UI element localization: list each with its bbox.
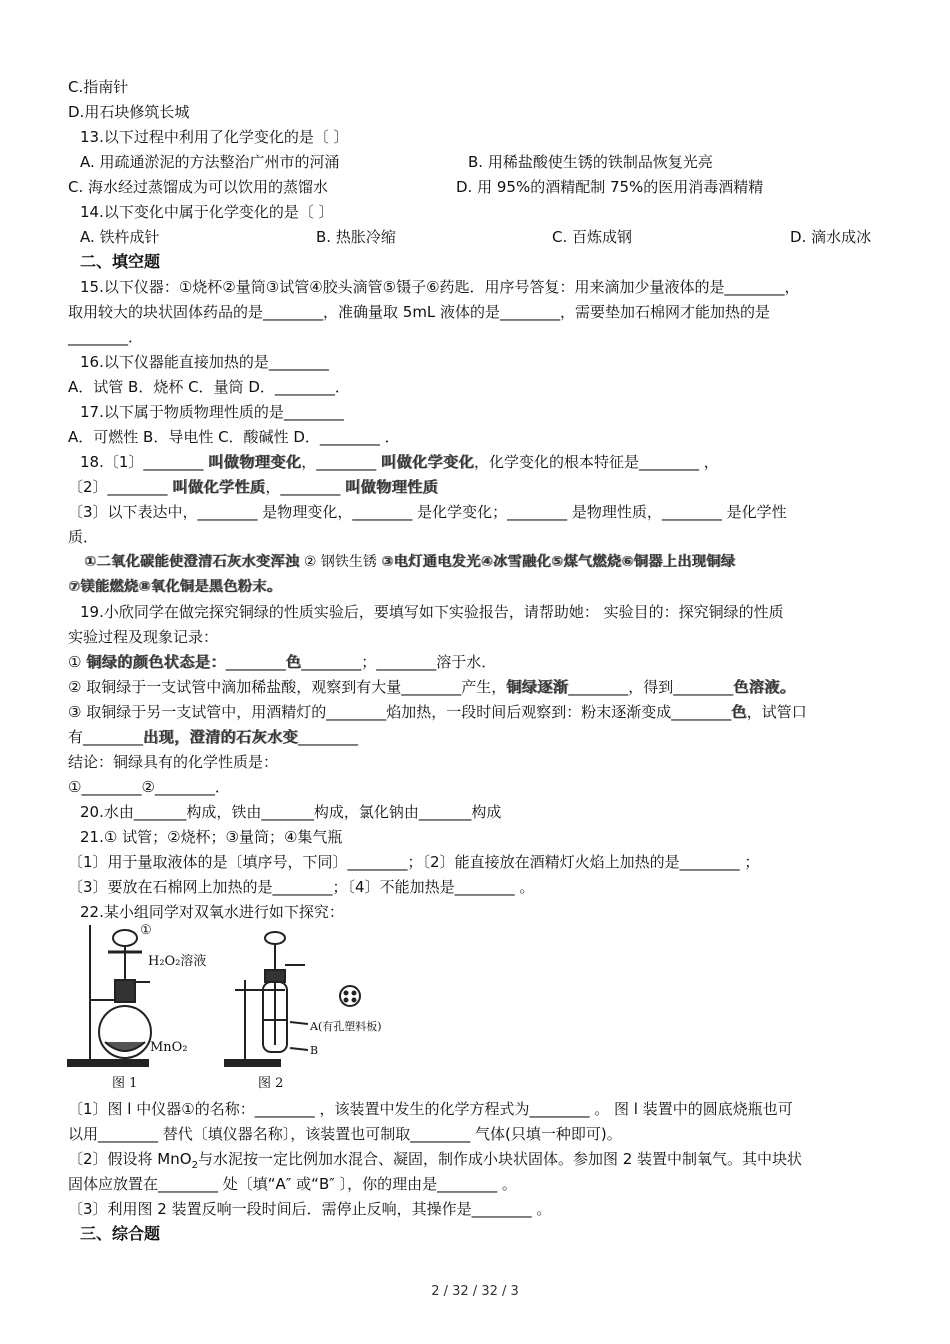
q14-option-c: C. 百炼成钢 <box>552 228 633 246</box>
q18-2-prefix: 〔2〕________ <box>68 478 168 496</box>
q19-step3-f: ________ <box>298 728 359 746</box>
q14-option-d: D. 滴水成冰 <box>790 228 872 246</box>
q18-2-physical-property: 叫做物理性质 <box>345 478 439 496</box>
q18-1-physical-change: 叫做物理变化 <box>208 453 302 471</box>
question-18-statements <box>84 551 735 573</box>
question-18-part1 <box>80 451 719 473</box>
fig1-stopper <box>115 980 135 1002</box>
q18-2-chemical-property: 叫做化学性质 <box>172 478 266 496</box>
fig2-funnel <box>265 932 285 944</box>
question-16: 16.以下仪器能直接加热的是________ <box>80 353 329 371</box>
q19-step1-color: 色 <box>285 653 302 671</box>
question-19-step2 <box>68 676 795 698</box>
q14-option-a: A. 铁杵成针 <box>80 228 160 246</box>
question-22-part2-line2: 固体应放置在________ 处〔填“A″ 或“B″ 〕，你的理由是________ 。 <box>68 1175 517 1193</box>
question-22: 22.某小组同学对双氧水进行如下探究： <box>80 903 344 921</box>
q18-1-sep: ，________ <box>301 453 377 471</box>
option-d-great-wall: D.用石块修筑长城 <box>68 103 190 121</box>
q14-option-b: B. 热胀冷缩 <box>316 228 396 246</box>
question-14: 14.以下变化中属于化学变化的是〔 〕 <box>80 203 334 221</box>
question-20: 20.水由_______构成，铁由_______构成，氯化钠由_______构成 <box>80 803 502 821</box>
q19-step2-a: ② 取铜绿于一支试管中滴加稀盐酸，观察到有大量________产生， <box>68 678 507 696</box>
fig2-stand-base <box>225 1060 280 1066</box>
question-19-step3-end <box>68 726 358 748</box>
option-c-compass: C.指南针 <box>68 78 129 96</box>
question-18-part3: 〔3〕以下表达中，________ 是物理变化，________ 是化学变化；________ 是物理性质，________ 是化学性 <box>68 503 787 521</box>
fig1-label-h2o2: H₂O₂溶液 <box>148 954 207 969</box>
question-19-conclusion: 结论：铜绿具有的化学性质是： <box>68 753 279 771</box>
question-18-part3-end: 质． <box>68 528 99 546</box>
question-19-conclusion-blanks: ①________②________． <box>68 778 230 796</box>
question-19-step1 <box>68 651 496 673</box>
fig2-caption: 图 2 <box>258 1076 284 1091</box>
q18-2-sep: ，________ <box>265 478 341 496</box>
q19-step2-c: ________，得到________ <box>568 678 734 696</box>
question-15-line3: ________． <box>68 328 144 346</box>
fig2-label-b: B <box>310 1044 319 1057</box>
fig1-label-funnel-number: ① <box>140 923 152 938</box>
apparatus-figure <box>60 920 400 1095</box>
q13-option-c: C. 海水经过蒸馏成为可以饮用的蒸馏水 <box>68 178 329 196</box>
q13-option-b: B. 用稀盐酸使生锈的铁制品恢复光亮 <box>468 153 713 171</box>
fig2-plate-icon <box>340 986 360 1006</box>
question-21: 21.① 试管；②烧杯；③量筒；④集气瓶 <box>80 828 343 846</box>
q18-statement-3-6: ③电灯通电发光④冰雪融化⑤煤气燃烧⑥铜器上出现铜绿 <box>381 554 736 570</box>
question-19-step3 <box>68 701 807 723</box>
q19-step3-b: 色 <box>731 703 747 721</box>
q13-option-d: D. 用 95%的酒精配制 75%的医用消毒酒精精 <box>456 178 764 196</box>
q19-step3-d: 有________ <box>68 728 144 746</box>
q18-statement-2: ② 钢铁生锈 <box>303 554 377 570</box>
question-17: 17.以下属于物质物理性质的是________ <box>80 403 344 421</box>
section-heading-comprehensive: 三、综合题 <box>80 1224 161 1243</box>
q19-step2-b: 铜绿逐渐 <box>506 678 569 696</box>
question-22-part3: 〔3〕利用图 2 装置反响一段时间后．需停止反响，其操作是________ 。 <box>68 1200 552 1218</box>
question-22-part1-line2: 以用________ 替代〔填仪器名称〕，该装置也可制取________ 气体(只填一种即可)。 <box>68 1125 622 1143</box>
section-heading-fill-blank: 二、填空题 <box>80 252 161 271</box>
question-19-process: 实验过程及现象记录： <box>68 628 219 646</box>
question-15-line2: 取用较大的块状固体药品的是________，准确量取 5mL 液体的是________，需要垫加石棉网才能加热的是 <box>68 303 771 321</box>
q13-option-a: A. 用疏通淤泥的方法整治广州市的河涌 <box>80 153 340 171</box>
q17-options: A．可燃性 B．导电性 C．酸碱性 D．________ ． <box>68 428 400 446</box>
fig1-caption: 图 1 <box>112 1076 138 1091</box>
q18-1-chemical-change: 叫做化学变化 <box>381 453 475 471</box>
q18-1-prefix: 18.〔1〕________ <box>80 453 204 471</box>
question-15-line1: 15.以下仪器：①烧杯②量筒③试管④胶头滴管⑤镊子⑥药匙．用序号答复：用来滴加少量液体的是________， <box>80 278 800 296</box>
fig1-stand-base <box>68 1060 148 1066</box>
fig2-label-a: A(有孔塑料板) <box>310 1020 382 1033</box>
q19-step3-c: ，试管口 <box>746 703 807 721</box>
question-22-part1-line1: 〔1〕图 l 中仪器①的名称：________ ，该装置中发生的化学方程式为________ 。 图 l 装置中的圆底烧瓶也可 <box>68 1100 793 1118</box>
q18-1-suffix: ，化学变化的根本特征是________ ， <box>474 453 719 471</box>
q19-step3-a: ③ 取铜绿于另一支试管中，用酒精灯的________焰加热，一段时间后观察到：粉末逐渐变成________ <box>68 703 732 721</box>
question-21-part1-2: 〔1〕用于量取液体的是〔填序号，下同〕________；〔2〕能直接放在酒精灯火焰上加热的是________ ； <box>68 853 760 871</box>
q19-step2-d: 色溶液。 <box>733 678 796 696</box>
question-18-part2 <box>68 476 438 498</box>
fig1-label-mno2: MnO₂ <box>150 1040 188 1055</box>
q16-options: A．试管 B．烧杯 C．量筒 D．________． <box>68 378 350 396</box>
page-number: 2 / 32 / 32 / 3 <box>431 1284 519 1299</box>
q19-step1-rest: ________；________溶于水． <box>301 653 497 671</box>
fig1-mno2 <box>105 1042 145 1051</box>
question-19-intro: 19.小欣同学在做完探究铜绿的性质实验后，要填写如下实验报告，请帮助她： 实验目的：探究铜绿的性质 <box>80 603 784 621</box>
q19-step1-label: 铜绿的颜色状态是： <box>86 653 226 671</box>
q22-part2-sub: 2 <box>191 1160 198 1171</box>
q19-step1-num: ① <box>68 653 82 671</box>
q19-step1-blank: ________ <box>225 653 286 671</box>
q22-part2-a: 〔2〕假设将 MnO <box>68 1150 192 1168</box>
question-21-part3-4: 〔3〕要放在石棉网上加热的是________；〔4〕不能加热是________ 。 <box>68 878 535 896</box>
q22-part2-b: 与水泥按一定比例加水混合、凝固，制作成小块状固体。参加图 2 装置中制氧气。其中块状 <box>197 1150 803 1168</box>
q18-statement-1: ①二氧化碳能使澄清石灰水变浑浊 <box>84 554 300 570</box>
q19-step3-e: 出现，澄清的石灰水变 <box>143 728 299 746</box>
question-18-statements-end: ⑦镁能燃烧⑧氧化铜是黑色粉末。 <box>68 579 282 595</box>
fig1-funnel <box>113 930 137 946</box>
question-13: 13.以下过程中利用了化学变化的是〔 〕 <box>80 128 349 146</box>
